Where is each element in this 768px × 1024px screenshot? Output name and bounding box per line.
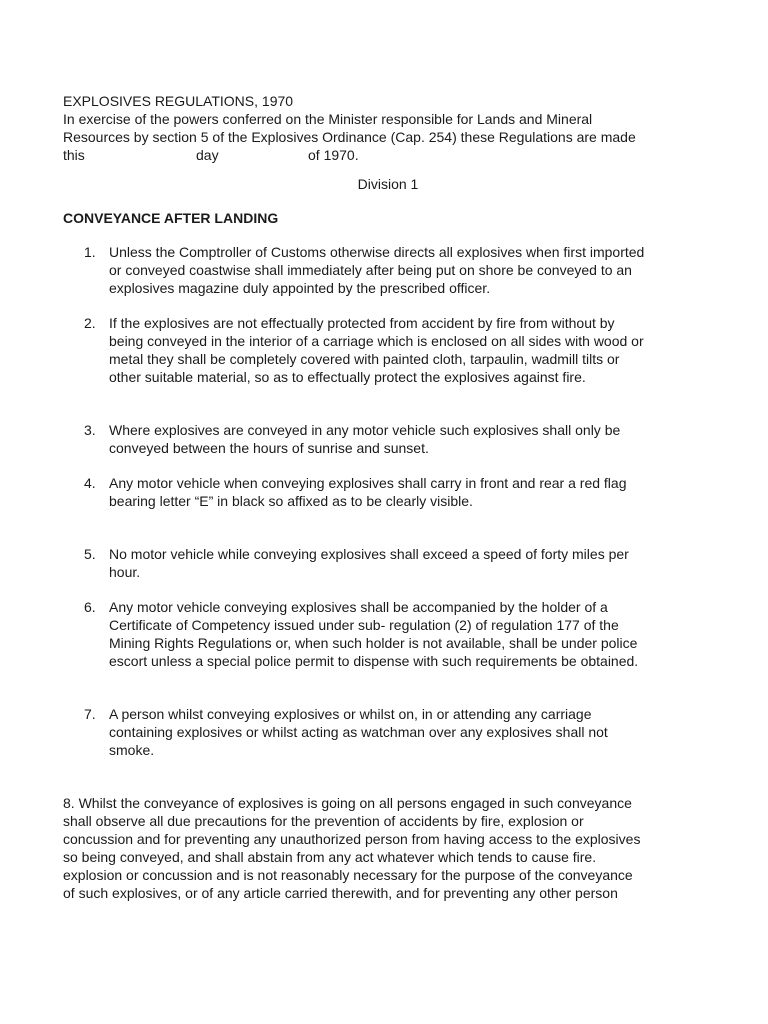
document-title: EXPLOSIVES REGULATIONS, 1970	[63, 93, 294, 109]
item-line: No motor vehicle while conveying explosives shall exceed a speed of forty miles per	[109, 546, 629, 562]
item-line: containing explosives or whilst acting as watchman over any explosives shall not	[109, 724, 608, 740]
item-line: A person whilst conveying explosives or whilst on, in or attending any carriage	[109, 706, 592, 722]
item-line: hour.	[109, 564, 141, 580]
item-line: If the explosives are not effectually protected from accident by fire from without by	[109, 315, 615, 331]
division-heading: Division 1	[357, 176, 419, 192]
item-line: Certificate of Competency issued under sub- regulation (2) of regulation 177 of the	[109, 617, 619, 633]
item-line: Where explosives are conveyed in any motor vehicle such explosives shall only be	[109, 422, 621, 438]
paragraph-line: of such explosives, or of any article carried therewith, and for preventing any other person	[63, 885, 618, 901]
item-line: Any motor vehicle conveying explosives shall be accompanied by the holder of a	[109, 599, 608, 615]
paragraph-line: concussion and for preventing any unauthorized person from having access to the explosives	[63, 831, 641, 847]
list-item	[63, 243, 713, 297]
item-line: other suitable material, so as to effectually protect the explosives against fire.	[109, 369, 586, 385]
item-number: 6.	[84, 599, 96, 615]
intro-line: Resources by section 5 of the Explosives Ordinance (Cap. 254) these Regulations are made	[63, 129, 636, 145]
list-item	[63, 314, 713, 386]
paragraph-8	[63, 794, 713, 902]
document-page	[63, 92, 713, 902]
intro-line: In exercise of the powers conferred on the Minister responsible for Lands and Mineral	[63, 111, 593, 127]
list-item	[63, 545, 713, 581]
paragraph-line: explosion or concussion and is not reasonably necessary for the purpose of the conveyance	[63, 867, 633, 883]
item-number: 1.	[84, 244, 96, 260]
item-line: escort unless a special police permit to dispense with such requirements be obtained.	[109, 653, 639, 669]
item-line: being conveyed in the interior of a carriage which is enclosed on all sides with wood or	[109, 333, 644, 349]
item-line: Mining Rights Regulations or, when such holder is not available, shall be under police	[109, 635, 638, 651]
paragraph-line: 8. Whilst the conveyance of explosives is going on all persons engaged in such conveyance	[63, 795, 632, 811]
intro-this-word: this	[63, 147, 85, 163]
regulations-list	[63, 243, 713, 759]
intro-paragraph	[63, 110, 713, 164]
item-line: Any motor vehicle when conveying explosives shall carry in front and rear a red flag	[109, 475, 627, 491]
item-number: 5.	[84, 546, 96, 562]
intro-day-word: day	[196, 147, 219, 163]
paragraph-line: so being conveyed, and shall abstain from any act whatever which tends to cause fire.	[63, 849, 597, 865]
paragraph-line: shall observe all due precautions for the prevention of accidents by fire, explosion or	[63, 813, 584, 829]
list-item	[63, 474, 713, 510]
list-item	[63, 421, 713, 457]
item-line: explosives magazine duly appointed by the prescribed officer.	[109, 280, 491, 296]
list-item	[63, 705, 713, 759]
intro-year-text: of 1970.	[308, 147, 359, 163]
item-number: 2.	[84, 315, 96, 331]
list-item	[63, 598, 713, 670]
intro-date-line	[63, 146, 713, 164]
item-line: conveyed between the hours of sunrise and sunset.	[109, 440, 429, 456]
item-number: 7.	[84, 706, 96, 722]
item-line: bearing letter “E” in black so affixed as to be clearly visible.	[109, 493, 473, 509]
item-line: metal they shall be completely covered with painted cloth, tarpaulin, wadmill tilts or	[109, 351, 620, 367]
item-number: 4.	[84, 475, 96, 491]
item-line: Unless the Comptroller of Customs otherwise directs all explosives when first imported	[109, 244, 645, 260]
item-line: smoke.	[109, 742, 155, 758]
item-line: or conveyed coastwise shall immediately after being put on shore be conveyed to an	[109, 262, 632, 278]
section-heading: CONVEYANCE AFTER LANDING	[63, 210, 279, 226]
item-number: 3.	[84, 422, 96, 438]
